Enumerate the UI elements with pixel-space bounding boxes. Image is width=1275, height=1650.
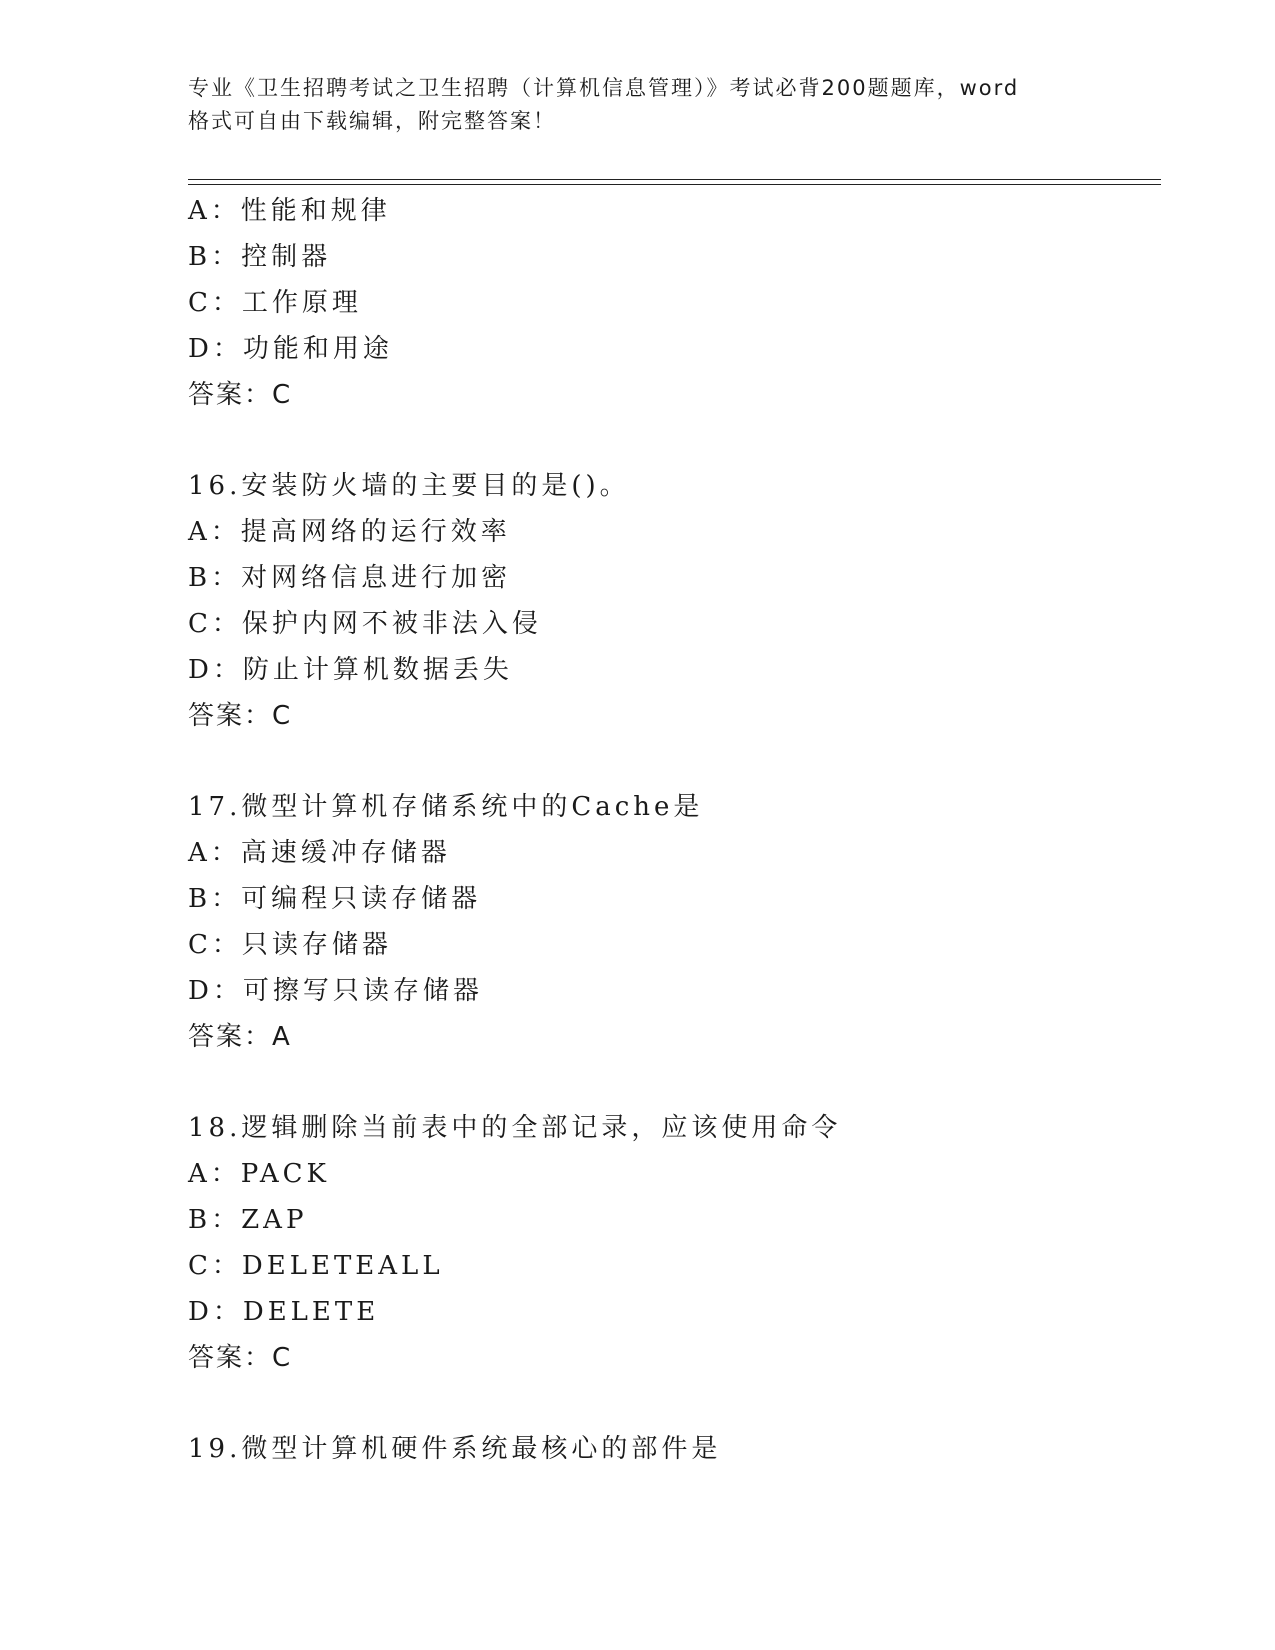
- answer-line: 答案：C: [188, 701, 293, 731]
- question-list: [188, 188, 1148, 1472]
- question-block-17: [188, 784, 1148, 1060]
- header-line-1: 专业《卫生招聘考试之卫生招聘（计算机信息管理）》考试必背200题题库，word: [188, 76, 1020, 100]
- option-b: B：对网络信息进行加密: [188, 563, 512, 593]
- option-a: A：提高网络的运行效率: [188, 517, 511, 547]
- header-line-2: 格式可自由下载编辑，附完整答案！: [188, 109, 556, 133]
- question-block-15: [188, 188, 1148, 418]
- option-d: D：可擦写只读存储器: [188, 976, 483, 1006]
- question-text: 19.微型计算机硬件系统最核心的部件是: [188, 1434, 722, 1464]
- option-a: A：性能和规律: [188, 196, 391, 226]
- question-text: 17.微型计算机存储系统中的Cache是: [188, 792, 704, 822]
- question-block-16: [188, 463, 1148, 739]
- option-c: C：工作原理: [188, 288, 362, 318]
- option-d: D：DELETE: [188, 1297, 380, 1327]
- question-block-19: [188, 1426, 1148, 1472]
- document-header: [188, 72, 1088, 138]
- question-block-18: [188, 1105, 1148, 1381]
- header-rule-bottom: [188, 184, 1161, 185]
- option-d: D：防止计算机数据丢失: [188, 655, 513, 685]
- header-rule-top: [188, 179, 1161, 180]
- option-c: C：DELETEALL: [188, 1251, 444, 1281]
- option-c: C：只读存储器: [188, 930, 392, 960]
- option-b: B：控制器: [188, 242, 332, 272]
- answer-line: 答案：C: [188, 380, 293, 410]
- option-c: C：保护内网不被非法入侵: [188, 609, 542, 639]
- answer-line: 答案：C: [188, 1343, 293, 1373]
- option-d: D：功能和用途: [188, 334, 393, 364]
- option-a: A：PACK: [188, 1159, 330, 1189]
- option-b: B：ZAP: [188, 1205, 308, 1235]
- question-text: 16.安装防火墙的主要目的是()。: [188, 471, 630, 501]
- answer-line: 答案：A: [188, 1022, 292, 1052]
- option-b: B：可编程只读存储器: [188, 884, 482, 914]
- option-a: A：高速缓冲存储器: [188, 838, 451, 868]
- question-text: 18.逻辑删除当前表中的全部记录，应该使用命令: [188, 1113, 842, 1143]
